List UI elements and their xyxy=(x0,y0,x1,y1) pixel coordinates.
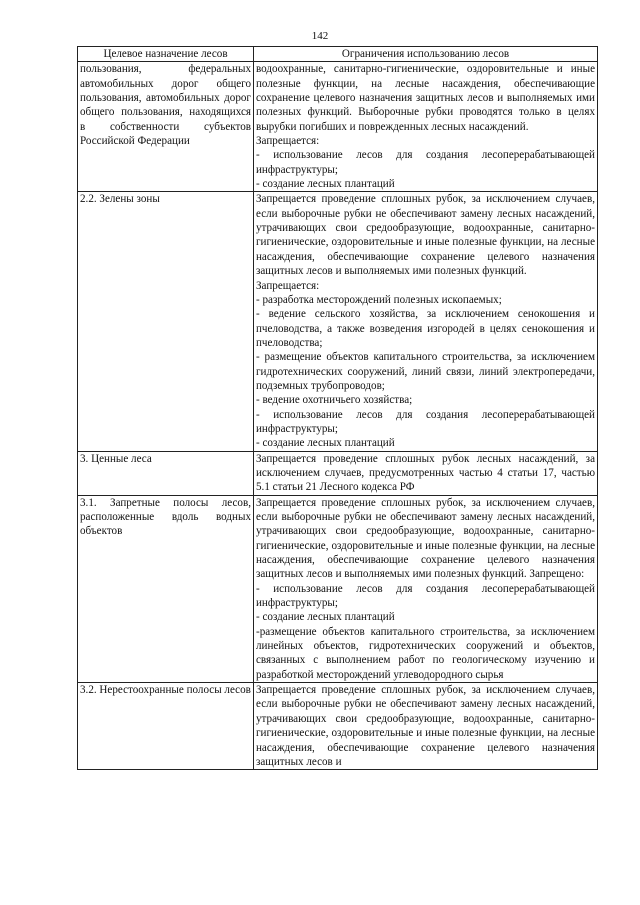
restriction-paragraph: - использование лесов для создания лесоперерабатывающей инфраструктуры; xyxy=(256,149,595,176)
restriction-paragraph: - создание лесных плантаций xyxy=(256,611,395,624)
restriction-paragraph: - ведение охотничьего хозяйства; xyxy=(256,394,413,407)
header-restrictions: Ограничения использованию лесов xyxy=(254,47,598,62)
purpose-cell: 3.2. Нерестоохранные полосы лесов xyxy=(78,683,254,770)
restrictions-cell xyxy=(254,192,598,451)
restriction-paragraph: Запрещается проведение сплошных рубок лесных насаждений, за исключением случаев, предусмотренных частью 4 статьи 17, частью 5.1 статьи 21 Лесного кодекса РФ xyxy=(256,452,595,494)
purpose-cell: 3.1. Запретные полосы лесов, расположенные вдоль водных объектов xyxy=(78,495,254,682)
restriction-paragraph: - использование лесов для создания лесоперерабатывающей инфраструктуры; xyxy=(256,408,595,435)
forest-restrictions-table xyxy=(77,46,598,770)
restrictions-cell xyxy=(254,683,598,770)
restriction-paragraph: - использование лесов для создания лесоперерабатывающей инфраструктуры; xyxy=(256,582,595,610)
restrictions-cell xyxy=(254,62,598,192)
restriction-paragraph: Запрещается проведение сплошных рубок, за исключением случаев, если выборочные рубки не обеспечивают замену лесных насаждений, утрачивающих свои средообразующие, водоохранные, санитарно-гигиенические, оздоровительные и иные полезные функции, на лесные насаждения, обеспечивающие сохранение целевого назначения защитных лесов и выполняемых ими полезных функций. Запрещено: xyxy=(256,496,595,581)
restrictions-cell xyxy=(254,451,598,495)
restriction-paragraph: Запрещается проведение сплошных рубок, за исключением случаев, если выборочные рубки не обеспечивают замену лесных насаждений, утрачивающих свои средообразующие, водоохранные, санитарно-гигиенические, оздоровительные и иные полезные функции, на лесные насаждения, обеспечивающие сохранение целевого назначения защитных лесов и xyxy=(256,684,595,768)
restriction-paragraph: водоохранные, санитарно-гигиенические, оздоровительные и иные полезные функции, на лесные насаждения, обеспечивающие сохранение целевого назначения защитных лесов и выполняемых ими полезных функций. Выборочные рубки проводятся только в целях вырубки погибших и поврежденных лесных насаждений. xyxy=(256,63,595,133)
table-row xyxy=(78,192,598,451)
restriction-paragraph: Запрещается: xyxy=(256,135,320,148)
header-purpose: Целевое назначение лесов xyxy=(78,47,254,62)
table-row xyxy=(78,451,598,495)
restrictions-cell xyxy=(254,495,598,682)
restriction-paragraph: -размещение объектов капитального строительства, за исключением линейных объектов, гидротехнических сооружений и объектов, связанных с выполнением работ по геологическому изучению и разработкой месторождений углеводородного сырья xyxy=(256,625,595,681)
purpose-cell: 3. Ценные леса xyxy=(78,451,254,495)
restriction-paragraph: - создание лесных плантаций xyxy=(256,178,395,191)
table-row xyxy=(78,62,598,192)
purpose-cell: пользования, федеральных автомобильных дорог общего пользования, автомобильных дорог общего пользования, находящихся в собственности субъектов Российской Федерации xyxy=(78,62,254,192)
table-row xyxy=(78,495,598,682)
restriction-paragraph: Запрещается: xyxy=(256,279,320,292)
restriction-paragraph: - разработка месторождений полезных ископаемых; xyxy=(256,293,502,306)
restriction-paragraph: - ведение сельского хозяйства, за исключением сенокошения и пчеловодства, а также возведения изгородей в целях сенокошения и пчеловодства; xyxy=(256,308,595,349)
page-number: 142 xyxy=(311,30,329,42)
restriction-paragraph: - размещение объектов капитального строительства, за исключением гидротехнических сооружений, линий связи, линий электропередачи, подземных трубопроводов; xyxy=(256,351,595,392)
restriction-paragraph: Запрещается проведение сплошных рубок, за исключением случаев, если выборочные рубки не обеспечивают замену лесных насаждений, утрачивающих свои средообразующие, водоохранные, санитарно-гигиенические, оздоровительные и иные полезные функции, на лесные насаждения, обеспечивающие сохранение целевого назначения защитных лесов и выполняемых ими полезных функций. xyxy=(256,193,595,278)
table-header-row xyxy=(78,47,598,62)
purpose-cell: 2.2. Зелены зоны xyxy=(78,192,254,451)
table-row xyxy=(78,683,598,770)
restriction-paragraph: - создание лесных плантаций xyxy=(256,437,395,450)
